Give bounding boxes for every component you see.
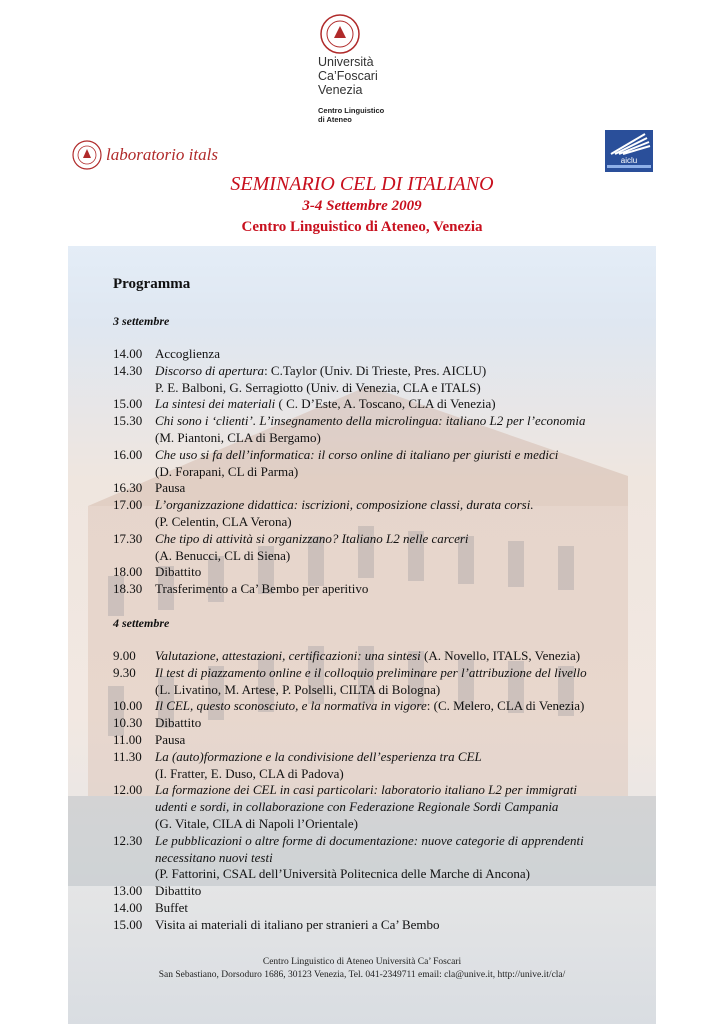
university-name-line: Università xyxy=(318,55,374,69)
schedule-text xyxy=(155,581,655,597)
schedule-text-part: Buffet xyxy=(155,900,188,915)
schedule-text xyxy=(155,782,655,798)
schedule-time: 15.00 xyxy=(113,396,143,412)
schedule-time: 15.30 xyxy=(113,413,143,429)
schedule-text xyxy=(155,850,655,866)
itals-seal-icon xyxy=(72,140,102,170)
schedule-text xyxy=(155,833,655,849)
aiclu-logo xyxy=(605,130,653,172)
schedule-text xyxy=(155,732,655,748)
schedule-text-part: Chi sono i ‘clienti’. L’insegnamento della microlingua: italiano L2 per l’economia xyxy=(155,413,586,429)
seminar-place: Centro Linguistico di Ateneo, Venezia xyxy=(241,219,483,235)
schedule-text xyxy=(155,363,655,379)
schedule-text xyxy=(155,715,655,731)
schedule-text xyxy=(155,464,655,480)
schedule-text-part: Pausa xyxy=(155,480,186,496)
schedule-text-part: Pausa xyxy=(155,732,186,747)
schedule-text xyxy=(155,900,655,916)
schedule-text-part: : C.Taylor (Univ. Di Trieste, Pres. AICLU) xyxy=(264,362,487,378)
schedule-text xyxy=(155,548,655,564)
seminar-title: SEMINARIO CEL DI ITALIANO xyxy=(230,173,494,195)
schedule-time: 17.30 xyxy=(113,530,143,546)
center-name-line: di Ateneo xyxy=(318,115,352,124)
schedule-text-part: Trasferimento a Ca’ Bembo per aperitivo xyxy=(155,581,369,597)
schedule-text-part: La sintesi dei materiali xyxy=(155,396,276,412)
schedule-text-part: L’organizzazione didattica: iscrizioni, composizione classi, durata corsi. xyxy=(155,497,534,513)
schedule-text xyxy=(155,430,655,446)
schedule-text-part: Il test di piazzamento online e il colloquio preliminare per l’attribuzione del livello xyxy=(155,664,587,680)
schedule-text-part: Discorso di apertura xyxy=(155,362,265,378)
schedule-text xyxy=(155,497,655,513)
schedule-text xyxy=(155,866,655,882)
schedule-text-part: (M. Piantoni, CLA di Bergamo) xyxy=(155,430,321,445)
schedule-time: 11.30 xyxy=(113,748,142,764)
schedule-text xyxy=(155,665,655,681)
laboratorio-itals-logo xyxy=(72,140,218,172)
schedule-time: 12.30 xyxy=(113,832,143,848)
schedule-time: 14.00 xyxy=(113,346,143,361)
schedule-text-part: Dibattito xyxy=(155,883,202,899)
day2-heading: 4 settembre xyxy=(113,616,170,630)
schedule-time: 18.30 xyxy=(113,581,143,597)
schedule-text xyxy=(155,799,655,815)
schedule-text-part: (A. Benucci, CL di Siena) xyxy=(155,547,291,563)
schedule-time: 10.30 xyxy=(113,715,143,731)
university-name-line: Ca’Foscari xyxy=(318,69,378,83)
schedule-text-part: : (C. Melero, CLA di Venezia) xyxy=(426,698,585,714)
schedule-time: 10.00 xyxy=(113,698,143,714)
schedule-text-part: (G. Vitale, CILA di Napoli l’Orientale) xyxy=(155,816,358,831)
schedule-text xyxy=(155,564,655,580)
schedule-text-part: udenti e sordi, in collaborazione con Federazione Regionale Sordi Campania xyxy=(155,799,559,815)
aiclu-logo-text: aiclu xyxy=(620,156,638,165)
itals-logo-text: laboratorio itals xyxy=(106,145,218,164)
schedule-text xyxy=(155,447,655,463)
schedule-text-part: (D. Forapani, CL di Parma) xyxy=(155,463,299,479)
program-heading: Programma xyxy=(113,276,191,292)
schedule-text-part: Valutazione, attestazioni, certificazioni: una sintesi xyxy=(155,648,421,663)
university-seal-icon xyxy=(320,14,360,54)
schedule-text-part: Dibattito xyxy=(155,715,202,731)
footer-line-1: Centro Linguistico di Ateneo Università Ca’ Foscari xyxy=(262,957,462,967)
schedule-text-part: necessitano nuovi testi xyxy=(155,849,273,865)
footer-line-2: San Sebastiano, Dorsoduro 1686, 30123 Venezia, Tel. 041-2349711 email: cla@unive.it, http://unive.it/cla/ xyxy=(158,970,566,980)
schedule-text-part: (L. Livatino, M. Artese, P. Polselli, CILTA di Bologna) xyxy=(155,681,441,697)
schedule-text-part: La formazione dei CEL in casi particolari: laboratorio italiano L2 per immigrati xyxy=(155,782,577,798)
schedule-text xyxy=(155,766,655,782)
schedule-time: 18.00 xyxy=(113,564,143,580)
schedule-text xyxy=(155,514,655,530)
center-name xyxy=(318,106,384,124)
schedule-text xyxy=(155,480,655,496)
schedule-time: 11.00 xyxy=(113,732,142,747)
schedule-text-part: Che tipo di attività si organizzano? Italiano L2 nelle carceri xyxy=(155,530,469,546)
schedule-text xyxy=(155,648,655,664)
schedule-text-part: Il CEL, questo sconosciuto, e la normativa in vigore xyxy=(155,698,427,714)
schedule-time: 14.00 xyxy=(113,900,143,915)
schedule-time: 9.30 xyxy=(113,664,136,680)
schedule-text xyxy=(155,346,655,362)
schedule-text-part: (A. Novello, ITALS, Venezia) xyxy=(420,648,581,663)
schedule-text-part: P. E. Balboni, G. Serragiotto (Univ. di Venezia, CLA e ITALS) xyxy=(155,379,481,395)
schedule-text-part: Dibattito xyxy=(155,564,202,580)
schedule-text xyxy=(155,380,655,396)
schedule-text xyxy=(155,413,655,429)
schedule-text-part: (P. Fattorini, CSAL dell’Università Politecnica delle Marche di Ancona) xyxy=(155,866,530,882)
center-name-line: Centro Linguistico xyxy=(318,106,385,115)
schedule-text-part: Visita ai materiali di italiano per stranieri a Ca’ Bembo xyxy=(155,916,440,932)
schedule-text xyxy=(155,682,655,698)
seminar-dates: 3-4 Settembre 2009 xyxy=(302,198,422,214)
schedule-text-part: Le pubblicazioni o altre forme di documentazione: nuove categorie di apprendenti xyxy=(155,832,584,848)
day1-heading: 3 settembre xyxy=(113,314,170,328)
schedule-time: 14.30 xyxy=(113,362,143,378)
aiclu-logo-bar xyxy=(607,165,651,168)
schedule-text xyxy=(155,749,655,765)
university-name xyxy=(318,55,378,97)
schedule-time: 12.00 xyxy=(113,782,143,798)
schedule-text-part: (P. Celentin, CLA Verona) xyxy=(155,514,292,529)
schedule-text-part: La (auto)formazione e la condivisione dell’esperienza tra CEL xyxy=(155,748,482,764)
aiclu-rays-icon xyxy=(605,130,653,156)
schedule-time: 13.00 xyxy=(113,883,143,899)
schedule-time: 17.00 xyxy=(113,497,143,513)
schedule-text xyxy=(155,531,655,547)
schedule-text-part: (I. Fratter, E. Duso, CLA di Padova) xyxy=(155,765,344,781)
schedule-text xyxy=(155,698,655,714)
schedule-time: 15.00 xyxy=(113,916,143,932)
schedule-text-part: Accoglienza xyxy=(155,346,220,361)
schedule-text-part: Che uso si fa dell’informatica: il corso online di italiano per giuristi e medici xyxy=(155,446,559,462)
schedule-time: 16.30 xyxy=(113,480,143,496)
schedule-text xyxy=(155,917,655,933)
university-name-line: Venezia xyxy=(318,83,363,97)
schedule-text xyxy=(155,816,655,832)
schedule-text-part: ( C. D’Este, A. Toscano, CLA di Venezia) xyxy=(275,396,496,412)
schedule-time: 16.00 xyxy=(113,446,143,462)
schedule-text xyxy=(155,396,655,412)
schedule-text xyxy=(155,883,655,899)
schedule-time: 9.00 xyxy=(113,648,136,663)
